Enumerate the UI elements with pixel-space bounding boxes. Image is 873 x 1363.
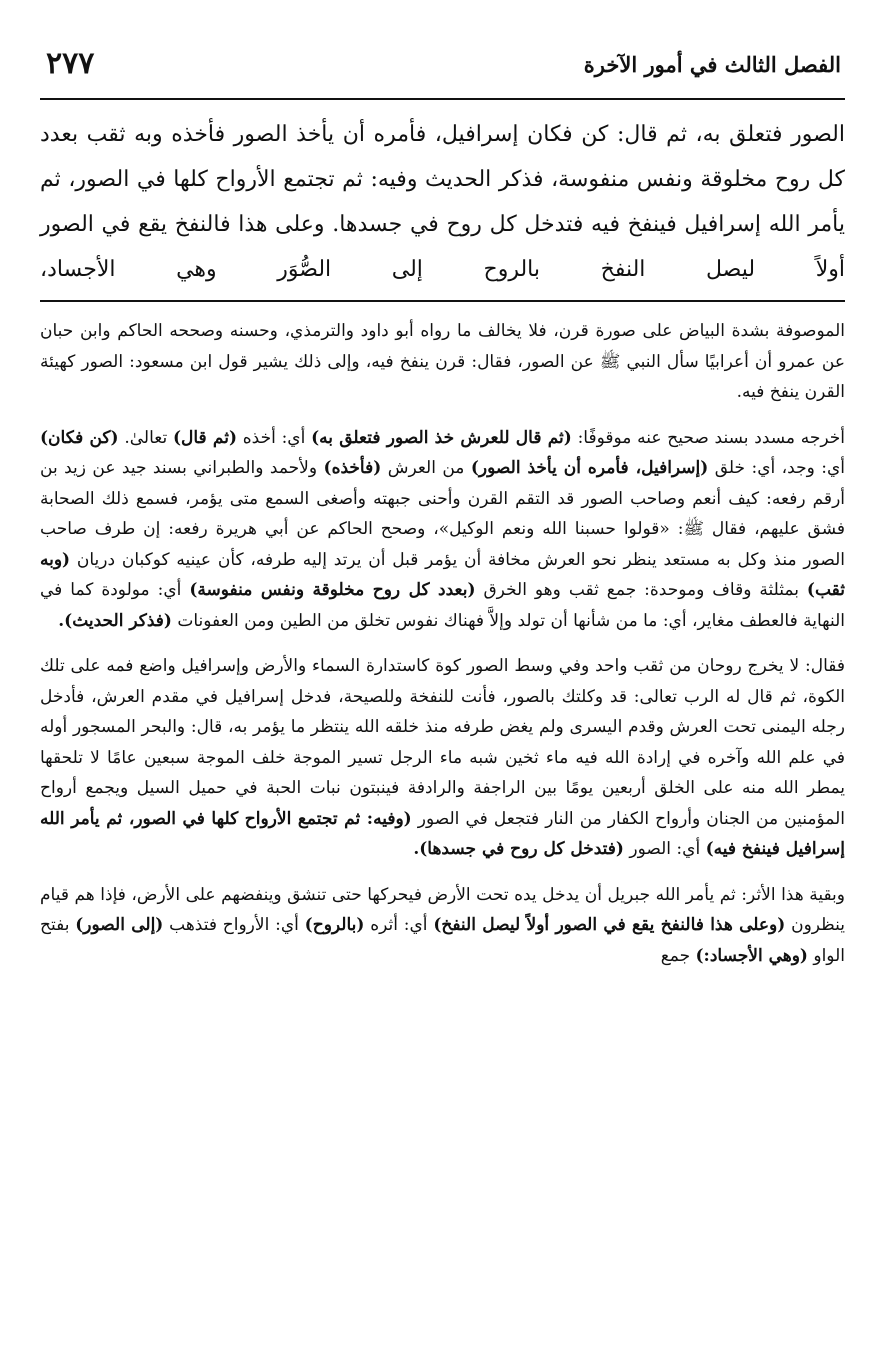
text-run: أخرجه مسدد بسند صحيح عنه موقوفًا: (571, 427, 846, 448)
text-run: أي: أخذه (237, 427, 312, 448)
text-run: أي: الصور (623, 839, 706, 859)
quoted-phrase: (إسرافيل، فأمره أن يأخذ الصور) (470, 458, 709, 478)
commentary-paragraph-1: الموصوفة بشدة البياض على صورة قرن، فلا يخالف ما رواه أبو داود والترمذي، وحسنه وصححه الحاكم وابن حبان عن عمرو أن أعرابيًا سأل النبي ﷺ عن الصور، فقال: قرن ينفخ فيه، وإلى ذلك يشير قول ابن مسعود: الصور كهيئة القرن ينفخ فيه. (40, 321, 845, 402)
quoted-phrase: (فتدخل كل روح في جسدها). (413, 839, 624, 859)
commentary (40, 316, 845, 971)
text-run: أي: مولودة كما في النهاية فالعطف مغاير، أي: ما من شأنها أن تولد وإلاَّ فهناك نفوس تخلق من الطين ومن العفونات (40, 580, 845, 631)
text-run: فقال: لا يخرج روحان من ثقب واحد وفي وسط الصور كوة كاستدارة السماء والأرض وإسرافيل واضع فمه على تلك الكوة، ثم قال له الرب تعالى: قد وكلتك بالصور، فأنت للنفخة وللصيحة، فدخل إسرافيل في مقدم العرش، فأدخل رجله اليمنى تحت العرش وقدم اليسرى ولم يغض طرفه منذ خلقه الله ينتظر ما يؤمر به، قال: والبحر المسجور أوله في علم الله وآخره في إرادة الله فيه ماء ثخين شبه ماء الرجل تسير الموجة خلف الموجة سبعين عامًا لا تلحقها يمطر الله منه على الخلق أربعين يومًا بين الراجفة والرادفة فينبتون نبات الحبة في حميل السيل ويجمع أرواح المؤمنين من الجنان وأرواح الكفار من النار فتجعل في الصور (40, 656, 845, 829)
page-number: ٢٧٧ (46, 46, 95, 81)
text-run: من العرش (381, 458, 471, 478)
page-header (40, 40, 845, 100)
text-run: أي: أثره (364, 915, 434, 935)
footnote-divider (40, 300, 845, 302)
main-text (40, 112, 845, 292)
text-run: أي: الأرواح فتذهب (163, 915, 305, 935)
text-run: بمثلثة وقاف وموحدة: جمع ثقب وهو الخرق (475, 580, 807, 600)
quoted-phrase: (بالروح) (304, 915, 365, 935)
quoted-phrase: (وهي الأجساد:) (695, 945, 808, 966)
text-run: بفتح الواو (40, 915, 845, 966)
quoted-phrase: (وفيه: ثم تجتمع الأرواح كلها في الصور، ثم يأمر الله إسرافيل فينفخ فيه) (40, 808, 845, 859)
quoted-phrase: (وعلى هذا فالنفخ يقع في الصور أولاً ليصل النفخ) (433, 915, 786, 935)
text-run: جمع (660, 945, 696, 966)
text-run: ولأحمد والطبراني بسند جيد عن زيد بن أرقم رفعه: كيف أنعم وصاحب الصور قد التقم القرن وأحنى جبهته وأصغى السمع متى يؤمر، فسمع ذلك الصحابة فشق عليهم، فقال ﷺ: «قولوا حسبنا الله ونعم الوكيل»، وصحح الحاكم عن أبي هريرة رفعه: إن طرف صاحب الصور منذ وكل به مستعد ينظر نحو العرش مخافة أن يؤمر قبل أن يرتد إليه طرفه، كأن عينيه كوكبان دريان (40, 458, 845, 570)
text-run: تعالىٰ. (118, 427, 173, 448)
quoted-phrase: (فذكر الحديث). (58, 610, 172, 631)
text-run: أي: وجد، أي: خلق (708, 458, 845, 478)
quoted-phrase: (ثم قال) (172, 427, 238, 448)
quoted-phrase: (إلى الصور) (75, 915, 164, 935)
main-text-paragraph: الصور فتعلق به، ثم قال: كن فكان إسرافيل، فأمره أن يأخذ الصور فأخذه وبه ثقب بعدد كل روح مخلوقة ونفس منفوسة، فذكر الحديث وفيه: ثم تجتمع الأرواح كلها في الصور، ثم يأمر الله إسرافيل فينفخ فيه فتدخل كل روح في جسدها. وعلى هذا فالنفخ يقع في الصور أولاً ليصل النفخ بالروح إلى الصُّوَر وهي الأجساد، (40, 122, 845, 282)
text-run: وبقية هذا الأثر: ثم يأمر الله جبريل أن يدخل يده تحت الأرض فيحركها حتى تنشق وينفضهم على الأرض، فإذا هم قيام ينظرون (40, 884, 845, 935)
commentary-paragraph-2 (40, 423, 845, 637)
chapter-title: الفصل الثالث في أمور الآخرة (583, 52, 841, 77)
quoted-phrase: (فأخذه) (323, 458, 382, 478)
quoted-phrase: (ثم قال للعرش خذ الصور فتعلق به) (311, 427, 572, 448)
quoted-phrase: (كن فكان) (40, 427, 119, 448)
commentary-paragraph-4 (40, 880, 845, 972)
commentary-paragraph-3 (40, 651, 845, 865)
quoted-phrase: (وبه ثقب) (40, 549, 845, 600)
quoted-phrase: (بعدد كل روح مخلوقة ونفس منفوسة) (189, 580, 476, 600)
